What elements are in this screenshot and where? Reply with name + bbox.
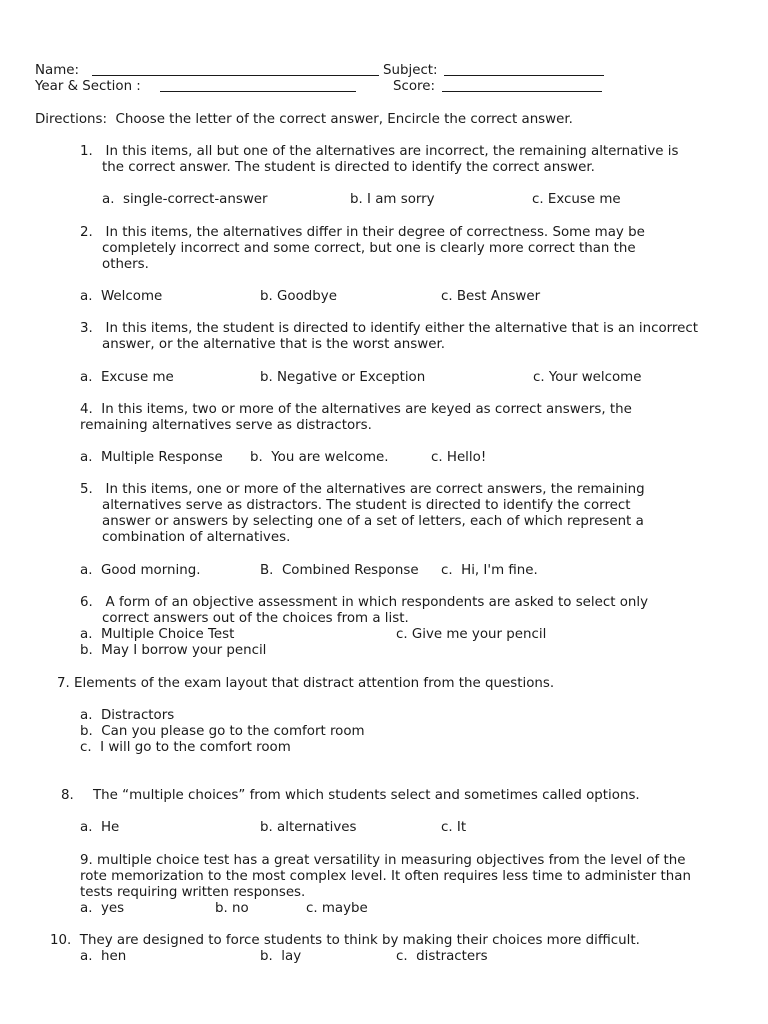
- q10-option-b[interactable]: b. lay: [260, 949, 302, 964]
- q2-option-b[interactable]: b. Goodbye: [260, 289, 337, 304]
- score-blank[interactable]: [442, 79, 602, 92]
- q3-option-a[interactable]: a. Excuse me: [80, 370, 174, 385]
- q6-stem-line: 6. A form of an objective assessment in which respondents are asked to select only: [80, 595, 649, 610]
- q3-option-b[interactable]: b. Negative or Exception: [260, 370, 426, 385]
- year-section-label: Year & Section :: [35, 79, 141, 94]
- q4-option-c[interactable]: c. Hello!: [431, 450, 487, 465]
- q8-stem: The “multiple choices” from which students select and sometimes called options.: [93, 788, 640, 803]
- q8-option-a[interactable]: a. He: [80, 820, 120, 835]
- subject-blank[interactable]: [444, 63, 604, 76]
- q9-option-a[interactable]: a. yes: [80, 901, 125, 916]
- q4-stem-line: remaining alternatives serve as distractors.: [80, 418, 372, 433]
- q8-option-c[interactable]: c. It: [441, 820, 467, 835]
- q5-option-c[interactable]: c. Hi, I'm fine.: [441, 563, 538, 578]
- q3-stem-line: answer, or the alternative that is the worst answer.: [102, 337, 445, 352]
- q7-option-b[interactable]: b. Can you please go to the comfort room: [80, 724, 365, 739]
- q6-option-b[interactable]: b. May I borrow your pencil: [80, 643, 267, 658]
- q10-option-a[interactable]: a. hen: [80, 949, 127, 964]
- q2-stem-line: completely incorrect and some correct, but one is clearly more correct than the: [102, 241, 636, 256]
- q4-option-b[interactable]: b. You are welcome.: [250, 450, 389, 465]
- q5-stem-line: 5. In this items, one or more of the alternatives are correct answers, the remaining: [80, 482, 645, 497]
- q1-option-b[interactable]: b. I am sorry: [350, 192, 435, 207]
- name-blank[interactable]: [92, 63, 379, 76]
- q5-option-a[interactable]: a. Good morning.: [80, 563, 201, 578]
- q5-stem-line: answer or answers by selecting one of a set of letters, each of which represent a: [102, 514, 644, 529]
- name-label: Name:: [35, 63, 80, 78]
- q5-stem-line: alternatives serve as distractors. The student is directed to identify the correct: [102, 498, 631, 513]
- q4-stem-line: 4. In this items, two or more of the alternatives are keyed as correct answers, the: [80, 402, 632, 417]
- q6-stem-line: correct answers out of the choices from a list.: [102, 611, 409, 626]
- q8-option-b[interactable]: b. alternatives: [260, 820, 357, 835]
- q2-option-a[interactable]: a. Welcome: [80, 289, 163, 304]
- score-label: Score:: [393, 79, 436, 94]
- q2-stem-line: 2. In this items, the alternatives differ in their degree of correctness. Some may be: [80, 225, 645, 240]
- q9-stem-line: tests requiring written responses.: [80, 885, 306, 900]
- q8-number: 8.: [61, 788, 74, 803]
- q2-option-c[interactable]: c. Best Answer: [441, 289, 541, 304]
- q9-stem-line: rote memorization to the most complex level. It often requires less time to administer than: [80, 869, 691, 884]
- q10-stem: 10. They are designed to force students to think by making their choices more difficult.: [50, 933, 640, 948]
- q1-option-c[interactable]: c. Excuse me: [532, 192, 621, 207]
- q9-stem-line: 9. multiple choice test has a great versatility in measuring objectives from the level of the: [80, 853, 686, 868]
- q5-option-b[interactable]: B. Combined Response: [260, 563, 419, 578]
- q7-stem: 7. Elements of the exam layout that distract attention from the questions.: [57, 676, 555, 691]
- q9-option-c[interactable]: c. maybe: [306, 901, 368, 916]
- q6-option-a[interactable]: a. Multiple Choice Test: [80, 627, 235, 642]
- q4-option-a[interactable]: a. Multiple Response: [80, 450, 223, 465]
- q1-option-a[interactable]: a. single-correct-answer: [102, 192, 268, 207]
- q5-stem-line: combination of alternatives.: [102, 530, 291, 545]
- q6-option-c[interactable]: c. Give me your pencil: [396, 627, 547, 642]
- q2-stem-line: others.: [102, 257, 149, 272]
- q1-stem-line: the correct answer. The student is directed to identify the correct answer.: [102, 160, 595, 175]
- q10-option-c[interactable]: c. distracters: [396, 949, 488, 964]
- directions: Directions: Choose the letter of the correct answer, Encircle the correct answer.: [35, 112, 573, 127]
- q3-stem-line: 3. In this items, the student is directed to identify either the alternative that is an incorrect: [80, 321, 698, 336]
- subject-label: Subject:: [383, 63, 438, 78]
- q7-option-a[interactable]: a. Distractors: [80, 708, 175, 723]
- q1-stem-line: 1. In this items, all but one of the alternatives are incorrect, the remaining alternative is: [80, 144, 679, 159]
- year-section-blank[interactable]: [160, 79, 356, 92]
- q9-option-b[interactable]: b. no: [215, 901, 249, 916]
- q3-option-c[interactable]: c. Your welcome: [533, 370, 642, 385]
- q7-option-c[interactable]: c. I will go to the comfort room: [80, 740, 291, 755]
